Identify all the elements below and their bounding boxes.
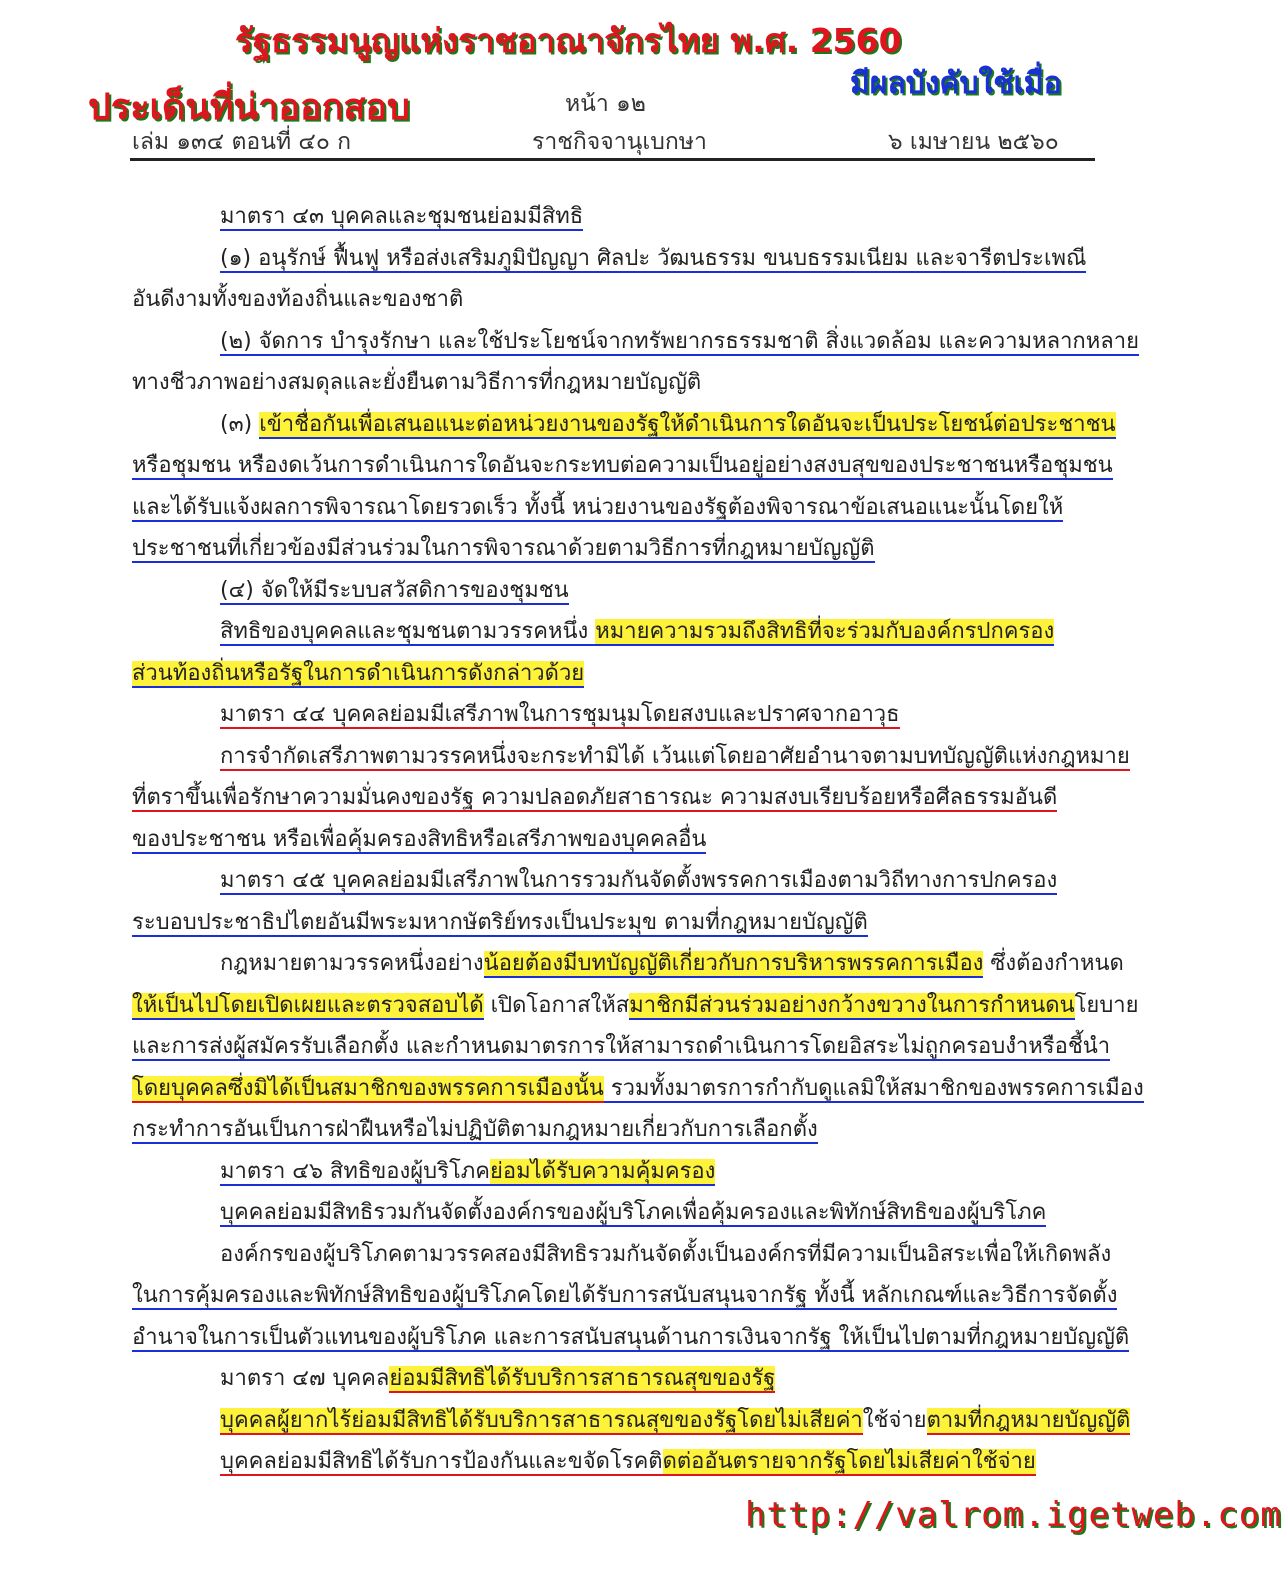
text-line: ทางชีวภาพอย่างสมดุลและยั่งยืนตามวิธีการที่กฎหมายบัญญัติ <box>132 370 702 395</box>
highlight-text: เข้าชื่อกันเพื่อเสนอแนะต่อหน่วยงานของรัฐให้ดำเนินการใดอันจะเป็นประโยชน์ต่อประชาชน <box>259 411 1116 437</box>
text-line: (๓) <box>220 411 260 437</box>
section-44-heading <box>132 694 1092 736</box>
text-line: (๔) จัดให้มีระบบสวัสดิการของชุมชน <box>220 577 569 603</box>
highlight-text: ดต่ออันตรายจากรัฐโดยไม่เสียค่าใช้จ่าย <box>662 1449 1036 1474</box>
section-47-para-2 <box>132 1400 1131 1442</box>
section-47-para-3 <box>132 1441 1092 1483</box>
section-44-para-2-cont-2 <box>132 819 1092 861</box>
text-line: บุคคลย่อมมีสิทธิรวมกันจัดตั้งองค์กรของผู้บริโภคเพื่อคุ้มครองและพิทักษ์สิทธิของผู้บริโภค <box>220 1200 1047 1225</box>
highlight-text: ย่อมมีสิทธิได้รับบริการสาธารณสุขของรัฐ <box>389 1366 776 1391</box>
text-line: โยบาย <box>1074 992 1139 1018</box>
clause-43-2-cont <box>132 362 1092 404</box>
highlight-text: ให้เป็นไปโดยเปิดเผยและตรวจสอบได้ <box>132 992 484 1018</box>
source-url-watermark: http://valrom.igetweb.com <box>745 1495 1282 1535</box>
section-44-para-2 <box>132 736 1130 778</box>
section-45-para-2-cont-1 <box>132 985 1139 1027</box>
overlay-effective-date-title: มีผลบังคับใช้เมื่อ <box>850 66 1062 101</box>
clause-43-2 <box>132 321 1139 363</box>
section-43-para-2-cont <box>132 653 1092 695</box>
header-divider <box>130 158 1095 161</box>
text-line: ประชาชนที่เกี่ยวข้องมีส่วนร่วมในการพิจารณาด้วยตามวิธีการที่กฎหมายบัญญัติ <box>132 536 875 561</box>
text-line: และได้รับแจ้งผลการพิจารณาโดยรวดเร็ว ทั้งนี้ หน่วยงานของรัฐต้องพิจารณาข้อเสนอแนะนั้นโดยให้ <box>132 494 1064 520</box>
section-46-para-3-cont-2 <box>132 1317 1130 1359</box>
section-46-para-2 <box>132 1192 1092 1234</box>
clause-43-4 <box>132 570 1092 612</box>
section-47-heading <box>132 1358 1092 1400</box>
text-line: (๑) อนุรักษ์ ฟื้นฟู หรือส่งเสริมภูมิปัญญา ศิลปะ วัฒนธรรม ขนบธรรมเนียม และจารีตประเพณี <box>220 245 1087 271</box>
section-45-heading-cont <box>132 902 1092 944</box>
text-line: มาตรา ๔๖ สิทธิของผู้บริโภค <box>220 1158 490 1184</box>
text-line: (๒) จัดการ บำรุงรักษา และใช้ประโยชน์จากทรัพยากรธรรมชาติ สิ่งแวดล้อม และความหลากหลาย <box>220 328 1139 354</box>
volume-issue: เล่ม ๑๓๔ ตอนที่ ๔๐ ก <box>132 129 352 155</box>
text-line: มาตรา ๔๔ บุคคลย่อมมีเสรีภาพในการชุมนุมโดยสงบและปราศจากอาวุธ <box>220 702 900 727</box>
text-line: ระบอบประชาธิปไตยอันมีพระมหากษัตริย์ทรงเป็นประมุข ตามที่กฎหมายบัญญัติ <box>132 909 868 935</box>
section-45-para-2 <box>132 943 1124 985</box>
text-line: อันดีงามทั้งของท้องถิ่นและของชาติ <box>132 287 464 312</box>
section-43-para-2 <box>132 611 1092 653</box>
highlight-text: มาชิกมีส่วนร่วมอย่างกว้างขวางในการกำหนดน <box>629 992 1075 1018</box>
highlight-text: ย่อมได้รับความคุ้มครอง <box>489 1158 716 1184</box>
text-line: ซึ่งต้องกำหนด <box>983 951 1124 976</box>
section-46-para-3 <box>132 1234 1112 1276</box>
text-line: มาตรา ๔๓ บุคคลและชุมชนย่อมมีสิทธิ <box>220 204 584 229</box>
highlight-text: บุคคลผู้ยากไร้ย่อมมีสิทธิได้รับบริการสาธารณสุขของรัฐโดยไม่เสียค่า <box>220 1407 863 1433</box>
text-line: ใช้จ่าย <box>862 1407 927 1433</box>
section-45-para-2-cont-4 <box>132 1109 1092 1151</box>
text-line: กระทำการอันเป็นการฝ่าฝืนหรือไม่ปฏิบัติตามกฎหมายเกี่ยวกับการเลือกตั้ง <box>132 1117 818 1142</box>
text-line: บุคคลย่อมมีสิทธิได้รับการป้องกันและขจัดโรคติ <box>220 1449 663 1474</box>
text-line: สิทธิของบุคคลและชุมชนตามวรรคหนึ่ง <box>220 619 596 644</box>
text-line: กฎหมายตามวรรคหนึ่งอย่าง <box>220 951 484 976</box>
text-line: การจำกัดเสรีภาพตามวรรคหนึ่งจะกระทำมิได้ เว้นแต่โดยอาศัยอำนาจตามบทบัญญัติแห่งกฎหมาย <box>220 743 1130 769</box>
text-line: มาตรา ๔๗ บุคคล <box>220 1366 390 1391</box>
text-line: เปิดโอกาสให้ส <box>483 992 630 1018</box>
highlight-text: น้อยต้องมีบทบัญญัติเกี่ยวกับการบริหารพรรคการเมือง <box>483 951 984 976</box>
clause-43-1-cont <box>132 279 1092 321</box>
clause-43-1 <box>132 238 1092 280</box>
overlay-constitution-title: รัฐธรรมนูญแห่งราชอาณาจักรไทย พ.ศ. 2560 <box>235 21 902 60</box>
highlight-text: หมายความรวมถึงสิทธิที่จะร่วมกับองค์กรปกครอง <box>595 619 1055 644</box>
highlight-text: ตามที่กฎหมายบัญญัติ <box>926 1407 1131 1433</box>
overlay-exam-topic-title: ประเด็นที่น่าออกสอบ <box>88 87 410 128</box>
section-44-para-2-cont-1 <box>132 777 1092 819</box>
section-45-para-2-cont-3 <box>132 1068 1144 1110</box>
text-line: อำนาจในการเป็นตัวแทนของผู้บริโภค และการสนับสนุนด้านการเงินจากรัฐ ให้เป็นไปตามที่กฎหมายบัญญัติ <box>132 1324 1130 1350</box>
section-45-heading <box>132 860 1092 902</box>
clause-43-3-cont-3 <box>132 528 1092 570</box>
publication-date: ๖ เมษายน ๒๕๖๐ <box>888 129 1059 155</box>
section-46-heading <box>132 1151 1092 1193</box>
page-number: หน้า ๑๒ <box>565 91 646 117</box>
section-43-heading <box>132 196 1092 238</box>
text-line: และการส่งผู้สมัครรับเลือกตั้ง และกำหนดมาตรการให้สามารถดำเนินการโดยอิสระไม่ถูกครอบงำหรือชี้นำ <box>132 1034 1111 1059</box>
text-line: ของประชาชน หรือเพื่อคุ้มครองสิทธิหรือเสรีภาพของบุคคลอื่น <box>132 826 707 852</box>
document-body <box>132 196 1144 1483</box>
text-line: ในการคุ้มครองและพิทักษ์สิทธิของผู้บริโภคโดยได้รับการสนับสนุนจากรัฐ ทั้งนี้ หลักเกณฑ์และวิธีการจัดตั้ง <box>132 1283 1118 1308</box>
highlight-text: ส่วนท้องถิ่นหรือรัฐในการดำเนินการดังกล่าวด้วย <box>132 660 585 686</box>
clause-43-3-cont-1 <box>132 445 1113 487</box>
section-45-para-2-cont-2 <box>132 1026 1111 1068</box>
publication-name: ราชกิจจานุเบกษา <box>532 129 707 155</box>
clause-43-3 <box>132 404 1116 446</box>
text-line: องค์กรของผู้บริโภคตามวรรคสองมีสิทธิรวมกันจัดตั้งเป็นองค์กรที่มีความเป็นอิสระเพื่อให้เกิดพลัง <box>220 1241 1112 1267</box>
text-line: หรือชุมชน หรืองดเว้นการดำเนินการใดอันจะกระทบต่อความเป็นอยู่อย่างสงบสุขของประชาชนหรือชุมชน <box>132 453 1113 478</box>
section-46-para-3-cont-1 <box>132 1275 1118 1317</box>
text-line: รวมทั้งมาตรการกำกับดูแลมิให้สมาชิกของพรรคการเมือง <box>603 1075 1144 1101</box>
text-line: มาตรา ๔๕ บุคคลย่อมมีเสรีภาพในการรวมกันจัดตั้งพรรคการเมืองตามวิถีทางการปกครอง <box>220 868 1058 893</box>
text-line: ที่ตราขึ้นเพื่อรักษาความมั่นคงของรัฐ ความปลอดภัยสาธารณะ ความสงบเรียบร้อยหรือศีลธรรมอันดี <box>132 785 1058 810</box>
highlight-text: โดยบุคคลซึ่งมิได้เป็นสมาชิกของพรรคการเมืองนั้น <box>132 1075 604 1101</box>
clause-43-3-cont-2 <box>132 487 1092 529</box>
